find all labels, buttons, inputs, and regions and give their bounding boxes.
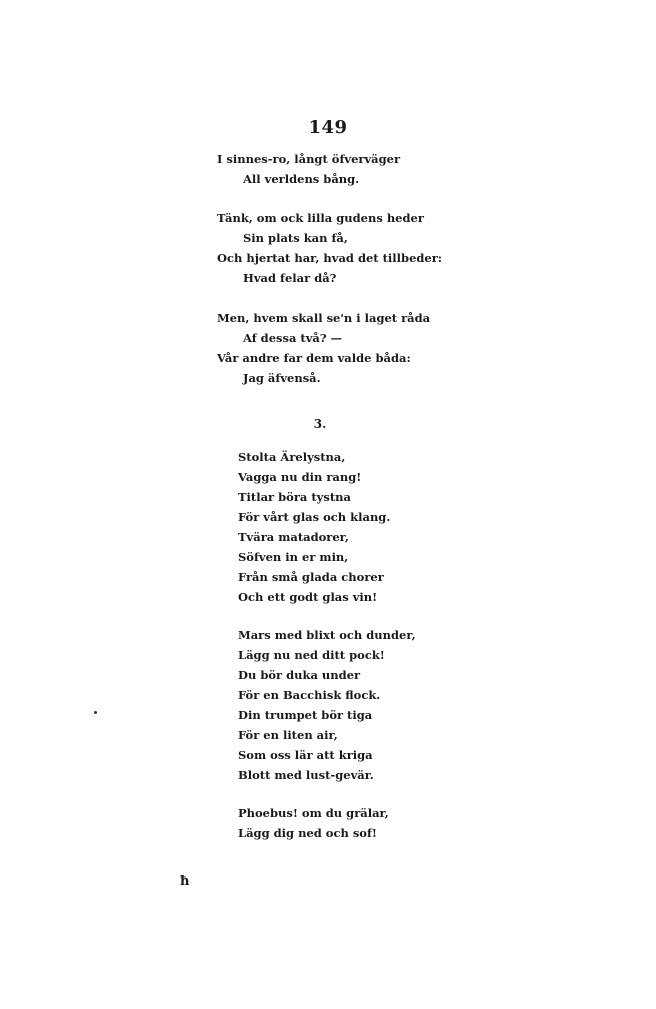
verse-line: För en liten air, <box>238 728 338 742</box>
verse-line: Mars med blixt och dunder, <box>238 628 416 642</box>
stanza-mars <box>238 625 416 785</box>
stray-mark: ħ <box>180 874 190 889</box>
verse-line: Af dessa två? — <box>243 331 343 345</box>
verse-line: Tvära matadorer, <box>238 530 349 544</box>
speck-dot <box>94 711 97 714</box>
verse-line: Tänk, om ock lilla gudens heder <box>217 211 424 225</box>
verse-line: Phoebus! om du grälar, <box>238 806 389 820</box>
verse-line: Men, hvem skall se'n i laget råda <box>217 311 431 325</box>
stanza-continuation <box>217 149 400 189</box>
verse-line: Vår andre far dem valde båda: <box>217 351 411 365</box>
verse-line: Hvad felar då? <box>243 271 337 285</box>
verse-line: Och hjertat har, hvad det tillbeder: <box>217 251 443 265</box>
stanza-stolta <box>238 447 390 607</box>
stanza-men <box>217 308 430 388</box>
verse-line: Stolta Ärelystna, <box>238 450 346 464</box>
verse-line: Lägg nu ned ditt pock! <box>238 648 385 662</box>
verse-line: Titlar böra tystna <box>238 490 351 504</box>
page-number: 149 <box>308 117 348 138</box>
verse-line: Du bör duka under <box>238 668 361 682</box>
verse-line: För vårt glas och klang. <box>238 510 391 524</box>
verse-line: Vagga nu din rang! <box>238 470 362 484</box>
verse-line: För en Bacchisk flock. <box>238 688 381 702</box>
verse-line: Jag äfvenså. <box>243 371 321 385</box>
verse-line: Som oss lär att kriga <box>238 748 373 762</box>
stanza-tank <box>217 208 442 288</box>
stanza-phoebus <box>238 803 389 843</box>
verse-line: Din trumpet bör tiga <box>238 708 373 722</box>
verse-line: Från små glada chorer <box>238 570 384 584</box>
verse-line: I sinnes-ro, långt öfverväger <box>217 152 401 166</box>
section-number: 3. <box>313 417 327 431</box>
verse-line: Söfven in er min, <box>238 550 349 564</box>
verse-line: Sin plats kan få, <box>243 231 348 245</box>
verse-line: Blott med lust-gevär. <box>238 768 374 782</box>
verse-line: Och ett godt glas vin! <box>238 590 378 604</box>
verse-line: Lägg dig ned och sof! <box>238 826 377 840</box>
verse-line: All verldens bång. <box>243 172 360 186</box>
